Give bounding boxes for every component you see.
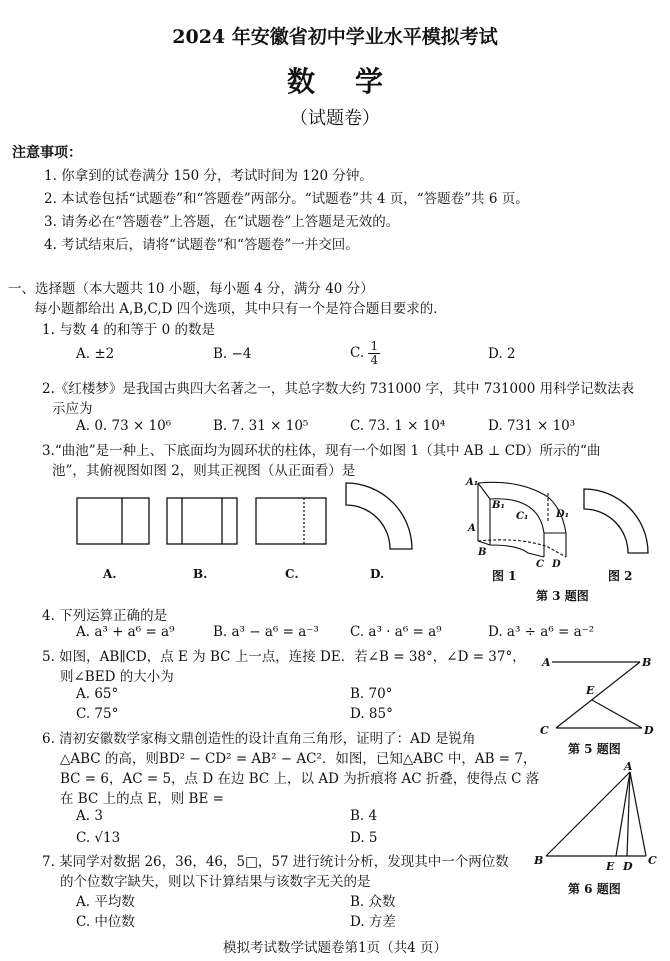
fraction-numerator: 1 bbox=[370, 339, 379, 353]
point-label: A₁ bbox=[466, 477, 479, 488]
q3-figure-1-labels bbox=[465, 477, 569, 570]
question-4-stem: 4. 下列运算正确的是 bbox=[42, 608, 168, 624]
question-6-stem-cont: 在 BC 上的点 E，则 BE = bbox=[60, 791, 224, 807]
q6-option-d: D. 5 bbox=[350, 830, 378, 846]
point-label: A bbox=[542, 656, 551, 669]
notice-item: 1. 你拿到的试卷满分 150 分，考试时间为 120 分钟。 bbox=[44, 168, 373, 184]
point-label: D bbox=[623, 860, 633, 873]
q3-option-b-label: B. bbox=[193, 567, 208, 581]
q3-figure-caption: 第 3 题图 bbox=[536, 589, 589, 603]
point-label: D bbox=[552, 559, 561, 570]
point-label: A bbox=[468, 523, 476, 534]
point-label: B bbox=[534, 854, 544, 867]
q3-option-b-figure bbox=[167, 498, 237, 544]
q7-option-c: C. 中位数 bbox=[76, 914, 135, 930]
q3-option-c-label: C. bbox=[285, 567, 299, 581]
q4-option-c: C. a³ · a⁶ = a⁹ bbox=[350, 624, 442, 640]
point-label: E bbox=[586, 684, 595, 697]
section-heading: 一、选择题（本大题共 10 小题，每小题 4 分，满分 40 分） bbox=[8, 281, 374, 297]
q3-figure-1-label: 图 1 bbox=[492, 569, 517, 583]
q6-option-c: C. √13 bbox=[76, 830, 121, 846]
question-3-stem: 3.“曲池”是一种上、下底面均为圆环状的柱体，现有一个如图 1（其中 AB ⊥ CD）所示的“曲 bbox=[42, 443, 601, 459]
q6-option-a: A. 3 bbox=[76, 808, 103, 824]
q5-figure-caption: 第 5 题图 bbox=[568, 742, 621, 756]
page-footer: 模拟考试数学试题卷第1页（共4 页） bbox=[223, 940, 447, 956]
q1-option-c-label: C. bbox=[350, 345, 365, 361]
q3-option-d-label: D. bbox=[370, 567, 385, 581]
q1-option-b: B. −4 bbox=[213, 346, 252, 362]
question-7-stem-cont: 的个位数字缺失，则以下计算结果与该数字无关的是 bbox=[60, 874, 371, 890]
point-label: C bbox=[540, 724, 549, 737]
question-7-stem: 7. 某同学对数据 26，36，46，5□，57 进行统计分析，发现其中一个两位数 bbox=[42, 854, 509, 870]
q3-option-a-label: A. bbox=[103, 567, 117, 581]
question-5-stem: 5. 如图，AB∥CD，点 E 为 BC 上一点，连接 DE．若∠B = 38°，∠D = 37°， bbox=[42, 649, 526, 665]
q3-figure-2-label: 图 2 bbox=[608, 569, 633, 583]
q1-option-d: D. 2 bbox=[488, 346, 516, 362]
q7-option-a: A. 平均数 bbox=[76, 894, 135, 910]
exam-title: 2024 年安徽省初中学业水平模拟考试 bbox=[172, 26, 498, 48]
notice-item: 2. 本试卷包括“试题卷”和“答题卷”两部分。“试题卷”共 4 页，“答题卷”共 6 页。 bbox=[44, 191, 529, 207]
section-intro: 每小题都给出 A,B,C,D 四个选项，其中只有一个是符合题目要求的． bbox=[34, 301, 447, 317]
point-label: D bbox=[644, 724, 654, 737]
q7-option-d: D. 方差 bbox=[350, 914, 396, 930]
q2-option-b: B. 7. 31 × 10⁵ bbox=[213, 418, 309, 434]
q7-option-b: B. 众数 bbox=[350, 894, 396, 910]
q3-option-d-figure bbox=[346, 483, 412, 549]
q1-option-a: A. ±2 bbox=[76, 346, 115, 362]
notice-item: 4. 考试结束后，请将“试题卷”和“答题卷”一并交回。 bbox=[44, 237, 359, 253]
q3-option-c-figure bbox=[256, 498, 326, 544]
notice-heading: 注意事项： bbox=[12, 145, 82, 161]
q2-option-c: C. 73. 1 × 10⁴ bbox=[350, 418, 446, 434]
point-label: E bbox=[606, 860, 615, 873]
point-label: A bbox=[624, 760, 633, 773]
q4-option-a: A. a³ + a⁶ = a⁹ bbox=[76, 624, 175, 640]
q3-figure-2 bbox=[584, 489, 648, 553]
question-1-stem: 1. 与数 4 的和等于 0 的数是 bbox=[42, 322, 216, 338]
q1-option-c bbox=[350, 340, 380, 367]
q6-figure-caption: 第 6 题图 bbox=[568, 882, 621, 896]
paper-type: （试题卷） bbox=[290, 108, 380, 129]
point-label: B bbox=[642, 656, 652, 669]
q6-option-b: B. 4 bbox=[350, 808, 378, 824]
q4-option-b: B. a³ − a⁶ = a⁻³ bbox=[213, 624, 319, 640]
question-6-stem: 6. 清初安徽数学家梅文鼎创造性的设计直角三角形，证明了：AD 是锐角 bbox=[42, 731, 476, 747]
question-3-figures bbox=[0, 475, 670, 605]
q2-option-d: D. 731 × 10³ bbox=[488, 418, 576, 434]
point-label: B₁ bbox=[492, 500, 505, 511]
question-2-stem-cont: 示应为 bbox=[52, 401, 93, 417]
q5-option-a: A. 65° bbox=[76, 686, 119, 702]
question-5-stem-cont: 则∠BED 的大小为 bbox=[60, 669, 174, 685]
question-6-stem-cont: △ABC 的高，则BD² − CD² = AB² − AC²．如图，已知△ABC 中，AB = 7， bbox=[60, 751, 537, 767]
q5-option-d: D. 85° bbox=[350, 706, 393, 722]
q4-option-d: D. a³ ÷ a⁶ = a⁻² bbox=[488, 624, 595, 640]
question-2-stem: 2.《红楼梦》是我国古典四大名著之一，其总字数大约 731000 字，其中 731000 用科学记数法表 bbox=[42, 381, 635, 397]
point-label: C bbox=[536, 559, 544, 570]
question-6-stem-cont: BC = 6，AC = 5，点 D 在边 BC 上，以 AD 为折痕将 AC 折叠，使得点 C 落 bbox=[60, 771, 540, 787]
question-6-figure bbox=[530, 760, 665, 875]
q5-option-b: B. 70° bbox=[350, 686, 393, 702]
q3-option-a-figure bbox=[77, 498, 149, 544]
q1-option-c-fraction bbox=[368, 340, 380, 367]
point-label: B bbox=[478, 547, 487, 558]
point-label: C bbox=[648, 854, 657, 867]
question-3-stem-cont: 池”，其俯视图如图 2，则其正视图（从正面看）是 bbox=[52, 463, 356, 479]
q5-option-c: C. 75° bbox=[76, 706, 119, 722]
q2-option-a: A. 0. 73 × 10⁶ bbox=[76, 418, 172, 434]
point-label: D₁ bbox=[556, 509, 570, 520]
subject-title: 数学 bbox=[286, 65, 423, 98]
point-label: C₁ bbox=[516, 511, 529, 522]
fraction-denominator: 4 bbox=[370, 353, 379, 367]
notice-item: 3. 请务必在“答题卷”上答题，在“试题卷”上答题是无效的。 bbox=[44, 214, 400, 230]
